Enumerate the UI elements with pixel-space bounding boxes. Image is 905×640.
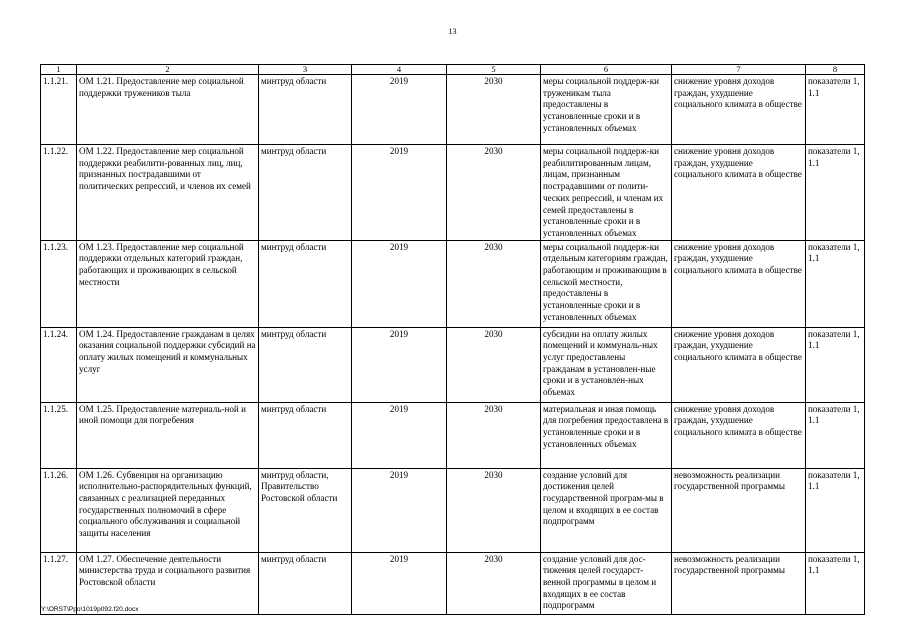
row-number: 1.1.23.: [41, 240, 77, 327]
non-implementation-consequences: снижение уровня доходов граждан, ухудшение социального климата в обществе: [672, 75, 806, 145]
start-year: 2019: [352, 402, 447, 468]
column-number-row: [41, 65, 865, 75]
column-number: 7: [672, 65, 806, 75]
expected-result: создание условий для дос-тижения целей государст-венной программы в целом и входящих в ее состав подпрограмм: [541, 552, 672, 614]
end-year: 2030: [447, 75, 541, 145]
related-indicators: показатели 1, 1.1: [806, 327, 865, 402]
end-year: 2030: [447, 327, 541, 402]
column-number: 3: [259, 65, 352, 75]
measure-name: ОМ 1.26. Субвенция на организацию исполнительно-распорядительных функций, связанных с реализацией переданных государственных полномочий в сфере социального обслуживания и социальной защиты населения: [77, 468, 259, 552]
table-row: [41, 468, 865, 552]
measure-name: ОМ 1.27. Обеспечение деятельности министерства труда и социального развития Ростовской области: [77, 552, 259, 614]
measure-name: ОМ 1.21. Предоставление мер социальной поддержки тружеников тыла: [77, 75, 259, 145]
start-year: 2019: [352, 552, 447, 614]
row-number: 1.1.21.: [41, 75, 77, 145]
related-indicators: показатели 1, 1.1: [806, 552, 865, 614]
executor: минтруд области: [259, 402, 352, 468]
table-row: [41, 145, 865, 241]
non-implementation-consequences: снижение уровня доходов граждан, ухудшение социального климата в обществе: [672, 327, 806, 402]
end-year: 2030: [447, 552, 541, 614]
executor: минтруд области: [259, 75, 352, 145]
start-year: 2019: [352, 468, 447, 552]
end-year: 2030: [447, 468, 541, 552]
file-path-footer: Y:\ORST\Ppo\1019p092.f20.docx: [41, 606, 139, 613]
measure-name: ОМ 1.22. Предоставление мер социальной поддержки реабилити-рованных лиц, лиц, признанных пострадавшими от политических репрессий, и членов их семей: [77, 145, 259, 241]
expected-result: меры социальной поддерж-ки отдельным категориям граждан, работающим и проживающим в сельской местности, предоставлены в установленные сроки и в установленных объемах: [541, 240, 672, 327]
column-number: 2: [77, 65, 259, 75]
executor: минтруд области: [259, 552, 352, 614]
related-indicators: показатели 1, 1.1: [806, 468, 865, 552]
non-implementation-consequences: снижение уровня доходов граждан, ухудшение социального климата в обществе: [672, 240, 806, 327]
column-number: 4: [352, 65, 447, 75]
table-row: [41, 240, 865, 327]
program-table: [40, 64, 865, 615]
row-number: 1.1.24.: [41, 327, 77, 402]
table-row: [41, 402, 865, 468]
expected-result: меры социальной поддерж-ки реабилитированным лицам, лицам, признанным пострадавшими от полити-ческих репрессий, и членам их семей предоставлены в установленные сроки и в установленных объемах: [541, 145, 672, 241]
related-indicators: показатели 1, 1.1: [806, 145, 865, 241]
expected-result: создание условий для достижения целей государственной програм-мы в целом и входящих в ее состав подпрограмм: [541, 468, 672, 552]
executor: минтруд области, Правительство Ростовской области: [259, 468, 352, 552]
related-indicators: показатели 1, 1.1: [806, 75, 865, 145]
page-number: 13: [448, 27, 457, 36]
expected-result: меры социальной поддерж-ки труженикам тыла предоставлены в установленные сроки и в установленных объемах: [541, 75, 672, 145]
start-year: 2019: [352, 145, 447, 241]
related-indicators: показатели 1, 1.1: [806, 240, 865, 327]
non-implementation-consequences: невозможность реализации государственной программы: [672, 468, 806, 552]
row-number: 1.1.27.: [41, 552, 77, 614]
row-number: 1.1.26.: [41, 468, 77, 552]
table-row: [41, 552, 865, 614]
related-indicators: показатели 1, 1.1: [806, 402, 865, 468]
end-year: 2030: [447, 145, 541, 241]
column-number: 1: [41, 65, 77, 75]
measure-name: ОМ 1.23. Предоставление мер социальной поддержки отдельных категорий граждан, работающих и проживающих в сельской местности: [77, 240, 259, 327]
expected-result: материальная и иная помощь для погребения предоставлена в установленные сроки и в установленных объемах: [541, 402, 672, 468]
non-implementation-consequences: невозможность реализации государственной программы: [672, 552, 806, 614]
row-number: 1.1.25.: [41, 402, 77, 468]
executor: минтруд области: [259, 327, 352, 402]
table-row: [41, 75, 865, 145]
column-number: 5: [447, 65, 541, 75]
start-year: 2019: [352, 240, 447, 327]
expected-result: субсидии на оплату жилых помещений и коммуналь-ных услуг предоставлены гражданам в установлен-ные сроки и в установлен-ных объемах: [541, 327, 672, 402]
executor: минтруд области: [259, 145, 352, 241]
non-implementation-consequences: снижение уровня доходов граждан, ухудшение социального климата в обществе: [672, 145, 806, 241]
row-number: 1.1.22.: [41, 145, 77, 241]
column-number: 8: [806, 65, 865, 75]
executor: минтруд области: [259, 240, 352, 327]
column-number: 6: [541, 65, 672, 75]
start-year: 2019: [352, 327, 447, 402]
end-year: 2030: [447, 402, 541, 468]
non-implementation-consequences: снижение уровня доходов граждан, ухудшение социального климата в обществе: [672, 402, 806, 468]
measure-name: ОМ 1.25. Предоставление материаль-ной и иной помощи для погребения: [77, 402, 259, 468]
measure-name: ОМ 1.24. Предоставление гражданам в целях оказания социальной поддержки субсидий на оплату жилых помещений и коммунальных услуг: [77, 327, 259, 402]
table-row: [41, 327, 865, 402]
end-year: 2030: [447, 240, 541, 327]
start-year: 2019: [352, 75, 447, 145]
